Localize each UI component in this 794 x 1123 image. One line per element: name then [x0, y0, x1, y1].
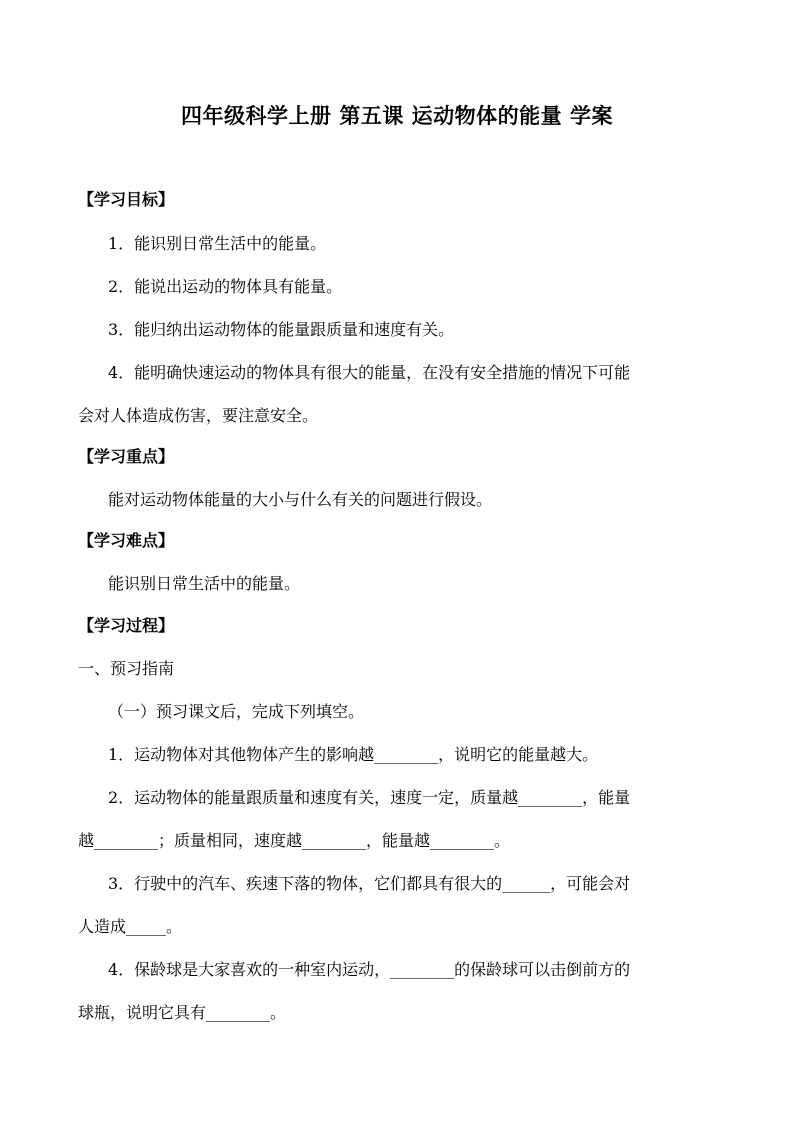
process-sub-1: （一）预习课文后，完成下列填空。	[108, 702, 365, 721]
question-2-line-1: 2．运动物体的能量跟质量和速度有关，速度一定，质量越________，能量	[108, 788, 631, 807]
key-points-heading: 【学习重点】	[78, 447, 175, 466]
question-1: 1．运动物体对其他物体产生的影响越________，说明它的能量越大。	[108, 745, 599, 764]
difficulties-text: 能识别日常生活中的能量。	[108, 574, 301, 593]
objective-item-3: 3．能归纳出运动物体的能量跟质量和速度有关。	[108, 320, 455, 339]
objective-item-4: 4．能明确快速运动的物体具有很大的能量，在没有安全措施的情况下可能	[108, 363, 631, 382]
key-points-text: 能对运动物体能量的大小与什么有关的问题进行假设。	[108, 490, 493, 509]
objective-item-2: 2．能说出运动的物体具有能量。	[108, 277, 343, 296]
process-part-1: 一、预习指南	[78, 659, 175, 678]
objective-item-1: 1．能识别日常生活中的能量。	[108, 234, 327, 253]
question-2-line-2: 越________；质量相同，速度越________，能量越________。	[78, 831, 511, 850]
difficulties-heading: 【学习难点】	[78, 531, 175, 550]
objectives-heading: 【学习目标】	[78, 190, 175, 209]
question-4-line-1: 4．保龄球是大家喜欢的一种室内运动，________的保龄球可以击倒前方的	[108, 960, 631, 979]
objective-item-4-continued: 会对人体造成伤害，要注意安全。	[78, 406, 319, 425]
question-3-line-2: 人造成_____。	[78, 917, 183, 936]
question-4-line-2: 球瓶，说明它具有________。	[78, 1003, 287, 1022]
page-title: 四年级科学上册 第五课 运动物体的能量 学案	[181, 103, 613, 128]
question-3-line-1: 3．行驶中的汽车、疾速下落的物体，它们都具有很大的______，可能会对	[108, 874, 631, 893]
process-heading: 【学习过程】	[78, 616, 175, 635]
